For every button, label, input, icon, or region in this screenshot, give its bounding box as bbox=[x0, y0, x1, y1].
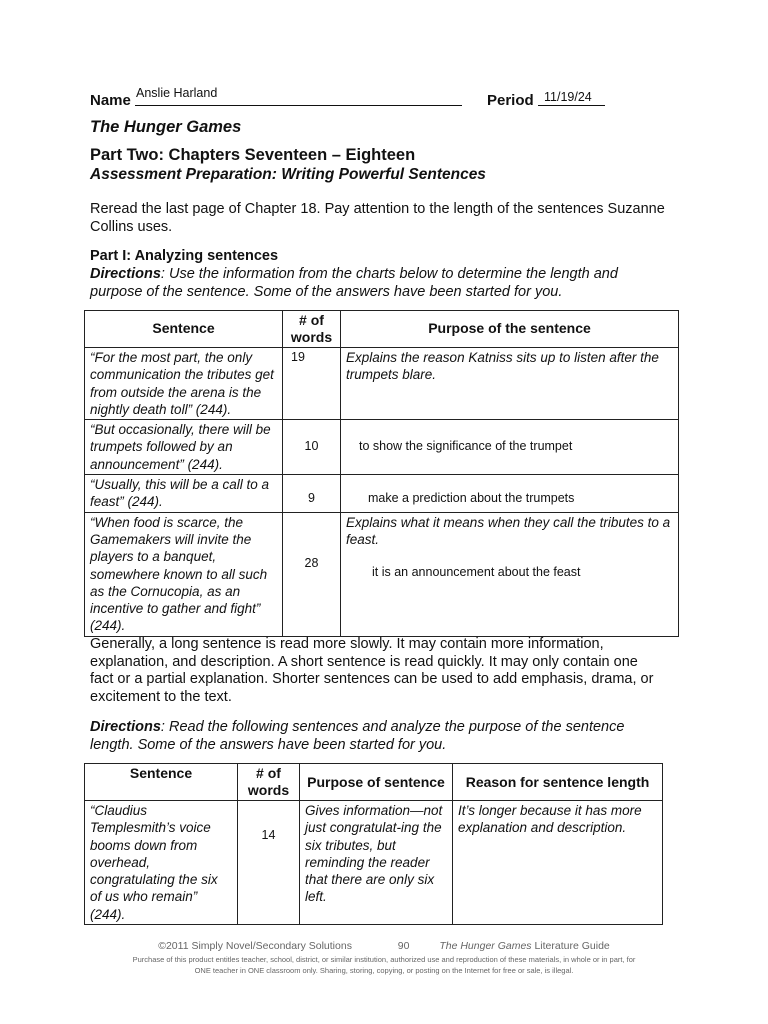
purpose-answer[interactable]: make a prediction about the trumpets bbox=[341, 475, 679, 513]
name-label: Name bbox=[90, 92, 131, 109]
purpose-cell bbox=[341, 512, 679, 636]
header-words: # of words bbox=[238, 764, 300, 801]
header-purpose: Purpose of sentence bbox=[300, 764, 453, 801]
period-underline bbox=[538, 105, 605, 106]
table-header-row bbox=[85, 311, 679, 348]
sentence-cell: “For the most part, the only communication the tributes get from outside the arena is the nightly death toll” (244). bbox=[85, 348, 283, 420]
footer-guide-title: The Hunger Games bbox=[439, 940, 532, 952]
header-reason: Reason for sentence length bbox=[453, 764, 663, 801]
footer-notice-1: Purchase of this product entitles teacher, school, district, or similar institution, authorized use and reproduction of these materials, in whole or in part, for bbox=[132, 955, 636, 964]
period-value[interactable]: 11/19/24 bbox=[544, 90, 592, 104]
words-cell[interactable]: 10 bbox=[283, 420, 341, 475]
sentence-cell: “When food is scarce, the Gamemakers will invite the players to a banquet, somewhere known to all such as the Cornucopia, as an incentive to gather and fight” (244). bbox=[85, 512, 283, 636]
sentence-cell: “Claudius Templesmith’s voice booms down from overhead, congratulating the six of us who remain” (244). bbox=[85, 801, 238, 925]
purpose-answer[interactable]: it is an announcement about the feast bbox=[372, 565, 581, 580]
table-header-row bbox=[85, 764, 663, 801]
directions-text: : Use the information from the charts below to determine the length and purpose of the sentence. Some of the answers have been started for you. bbox=[90, 266, 618, 300]
sentence-length-table bbox=[84, 763, 663, 925]
part-title: Part Two: Chapters Seventeen – Eighteen bbox=[90, 146, 416, 164]
name-period-row bbox=[90, 86, 610, 112]
reason-cell: It’s longer because it has more explanation and description. bbox=[453, 801, 663, 925]
sentence-analysis-table bbox=[84, 310, 679, 637]
header-sentence: Sentence bbox=[85, 311, 283, 348]
table-row bbox=[85, 512, 679, 636]
sentence-cell: “But occasionally, there will be trumpets followed by an announcement” (244). bbox=[85, 420, 283, 475]
footer-copyright: ©2011 Simply Novel/Secondary Solutions bbox=[158, 940, 352, 952]
part1-heading: Part I: Analyzing sentences bbox=[90, 248, 279, 264]
period-label: Period bbox=[487, 92, 534, 109]
purpose-answer[interactable]: to show the significance of the trumpet bbox=[341, 420, 679, 475]
directions-text: : Read the following sentences and analyze the purpose of the sentence length. Some of the answers have been started for you. bbox=[90, 719, 625, 753]
subtitle: Assessment Preparation: Writing Powerful Sentences bbox=[90, 166, 486, 183]
words-cell[interactable]: 14 bbox=[238, 801, 300, 925]
book-title: The Hunger Games bbox=[90, 118, 242, 136]
part1-directions bbox=[90, 266, 670, 301]
footer-notice-2: ONE teacher in ONE classroom only. Sharing, storing, copying, or posting on the Internet for free or sale, is illegal. bbox=[194, 966, 574, 975]
footer-guide-suffix: Literature Guide bbox=[531, 940, 610, 952]
general-paragraph: Generally, a long sentence is read more slowly. It may contain more information, explanation, and description. A short sentence is read quickly. It may only contain one fact or a partial explanation. Shorter sentences can be used to add emphasis, drama, or excitement to the text. bbox=[90, 636, 654, 705]
part2-directions bbox=[90, 719, 665, 754]
sentence-cell: “Usually, this will be a call to a feast” (244). bbox=[85, 475, 283, 513]
words-cell[interactable]: 28 bbox=[283, 512, 341, 636]
name-underline bbox=[135, 105, 462, 106]
purpose-cell: Gives information—not just congratulat-ing the six tributes, but reminding the reader that there are only six left. bbox=[300, 801, 453, 925]
name-value[interactable]: Anslie Harland bbox=[136, 86, 218, 100]
table-row bbox=[85, 801, 663, 925]
header-sentence: Sentence bbox=[85, 764, 238, 801]
directions-label: Directions bbox=[90, 719, 161, 735]
purpose-printed: Explains what it means when they call the tributes to a feast. bbox=[346, 514, 671, 547]
footer-line bbox=[0, 940, 768, 952]
table-row bbox=[85, 348, 679, 420]
header-words: # of words bbox=[283, 311, 341, 348]
words-cell[interactable]: 19 bbox=[283, 348, 341, 420]
intro-text: Reread the last page of Chapter 18. Pay attention to the length of the sentences Suzanne Collins uses. bbox=[90, 201, 665, 235]
header-purpose: Purpose of the sentence bbox=[341, 311, 679, 348]
purpose-cell: Explains the reason Katniss sits up to listen after the trumpets blare. bbox=[341, 348, 679, 420]
table-row bbox=[85, 475, 679, 513]
footer-page-number: 90 bbox=[397, 940, 410, 952]
table-row bbox=[85, 420, 679, 475]
directions-label: Directions bbox=[90, 266, 161, 282]
words-cell[interactable]: 9 bbox=[283, 475, 341, 513]
